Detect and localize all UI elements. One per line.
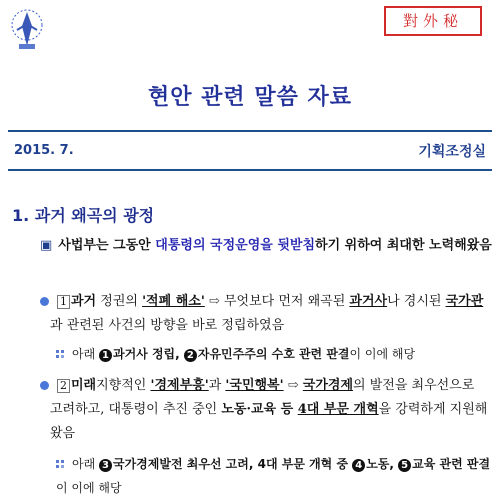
circled-number: 3 [99, 459, 112, 472]
bold-term: 4대 부문 개혁 [297, 402, 379, 417]
bold-term: 노동·교육 등 [221, 402, 298, 417]
circled-number: 2 [184, 349, 197, 362]
bold-term: 국가관 [445, 294, 484, 309]
court-seal-logo [8, 6, 46, 52]
bold-term: 과거사 [349, 294, 388, 309]
text: 국가경제발전 최우선 고려, 4대 부문 개혁 중 [113, 457, 353, 471]
dotted-bullet-icon [56, 460, 66, 470]
circle-bullet-icon [40, 381, 49, 390]
text: 과거사 정립, [113, 347, 184, 361]
text: 아래 [72, 457, 99, 471]
quote: '경제부흥' [150, 378, 209, 393]
text: 을 강력하게 지원해왔음 [50, 402, 488, 441]
text: 이 이에 해당 [349, 347, 416, 361]
quote: '적폐 해소' [142, 294, 205, 309]
item-number-box: 2 [57, 379, 70, 393]
text: 자유민주주의 수호 관련 판결 [197, 347, 350, 361]
text: 노동, [366, 457, 399, 471]
circled-number: 5 [398, 459, 411, 472]
past-word: 과거 [71, 294, 97, 309]
past-item [50, 290, 490, 338]
square-bullet-icon: ▣ [40, 238, 53, 253]
text: 과 [208, 378, 226, 393]
intro-lead: 사법부는 그동안 [58, 238, 156, 253]
circled-number: 1 [99, 349, 112, 362]
confidential-stamp: 對外秘 [384, 6, 482, 36]
quote: '국민행복' [225, 378, 284, 393]
bold-term: 국가경제 [302, 378, 354, 393]
intro-tail: 하기 위하여 최대한 노력해왔음 [315, 238, 492, 253]
arrow-icon: ⇨ [283, 378, 303, 393]
text: 의 발전을 최우선으로 고려하고, 대통령이 추진 중인 [50, 378, 475, 417]
text: 무엇보다 먼저 왜곡된 [223, 294, 350, 309]
arrow-icon: ⇨ [204, 294, 224, 309]
text: 과 관련된 사건의 방향을 바로 정립하였음 [50, 318, 285, 333]
future-item [50, 374, 490, 446]
circle-bullet-icon [40, 297, 49, 306]
item-number-box: 1 [57, 295, 70, 309]
future-note [56, 452, 492, 500]
circled-number: 4 [352, 459, 365, 472]
text: 지향적인 [96, 378, 151, 393]
header-rule-top [8, 130, 492, 132]
text: 이 이에 해당 [56, 481, 122, 495]
text: 정권의 [96, 294, 143, 309]
header-rule-bottom [8, 169, 492, 171]
document-date: 2015. 7. [14, 143, 74, 158]
document-title: 현안 관련 말씀 자료 [148, 85, 352, 110]
intro-paragraph [40, 234, 492, 258]
text: 나 경시된 [387, 294, 446, 309]
past-note [56, 342, 492, 366]
future-word: 미래 [71, 378, 97, 393]
text: 아래 [72, 347, 99, 361]
section-heading: 1. 과거 왜곡의 광정 [12, 206, 155, 225]
dotted-bullet-icon [56, 350, 66, 360]
department-name: 기획조정실 [418, 144, 486, 160]
text: 교육 관련 판결 [412, 457, 491, 471]
intro-highlight: 대통령의 국정운영을 뒷받침 [155, 238, 316, 253]
